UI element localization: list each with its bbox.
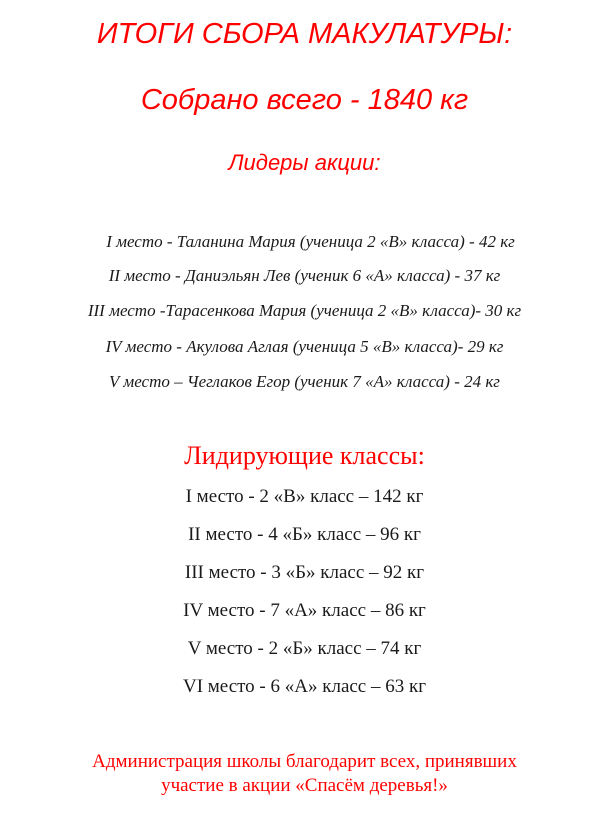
total-collected: Собрано всего - 1840 кг: [140, 84, 469, 116]
student-place-3: III место -Тарасенкова Мария (ученица 2 «В» класса)- 30 кг: [87, 301, 522, 320]
class-place-6: VI место - 6 «А» класс – 63 кг: [182, 676, 427, 697]
student-place-5: V место – Чеглаков Егор (ученик 7 «А» класса) - 24 кг: [109, 372, 500, 391]
class-place-5: V место - 2 «Б» класс – 74 кг: [187, 638, 422, 659]
student-place-1: I место - Таланина Мария (ученица 2 «В» класса) - 42 кг: [106, 232, 515, 251]
leaders-heading: Лидеры акции:: [228, 150, 381, 175]
thanks-line-2: участие в акции «Спасём деревья!»: [161, 775, 448, 796]
class-place-4: IV место - 7 «А» класс – 86 кг: [183, 600, 426, 621]
student-place-2: II место - Даниэльян Лев (ученик 6 «А» класса) - 37 кг: [108, 266, 501, 285]
class-place-3: III место - 3 «Б» класс – 92 кг: [184, 562, 425, 583]
student-place-4: IV место - Акулова Аглая (ученица 5 «В» класса)- 29 кг: [105, 337, 504, 356]
page-title: ИТОГИ СБОРА МАКУЛАТУРЫ:: [96, 18, 513, 50]
class-place-2: II место - 4 «Б» класс – 96 кг: [188, 524, 421, 545]
thanks-line-1: Администрация школы благодарит всех, принявших: [92, 751, 517, 772]
class-place-1: I место - 2 «В» класс – 142 кг: [185, 486, 424, 507]
classes-heading: Лидирующие классы:: [184, 441, 425, 470]
